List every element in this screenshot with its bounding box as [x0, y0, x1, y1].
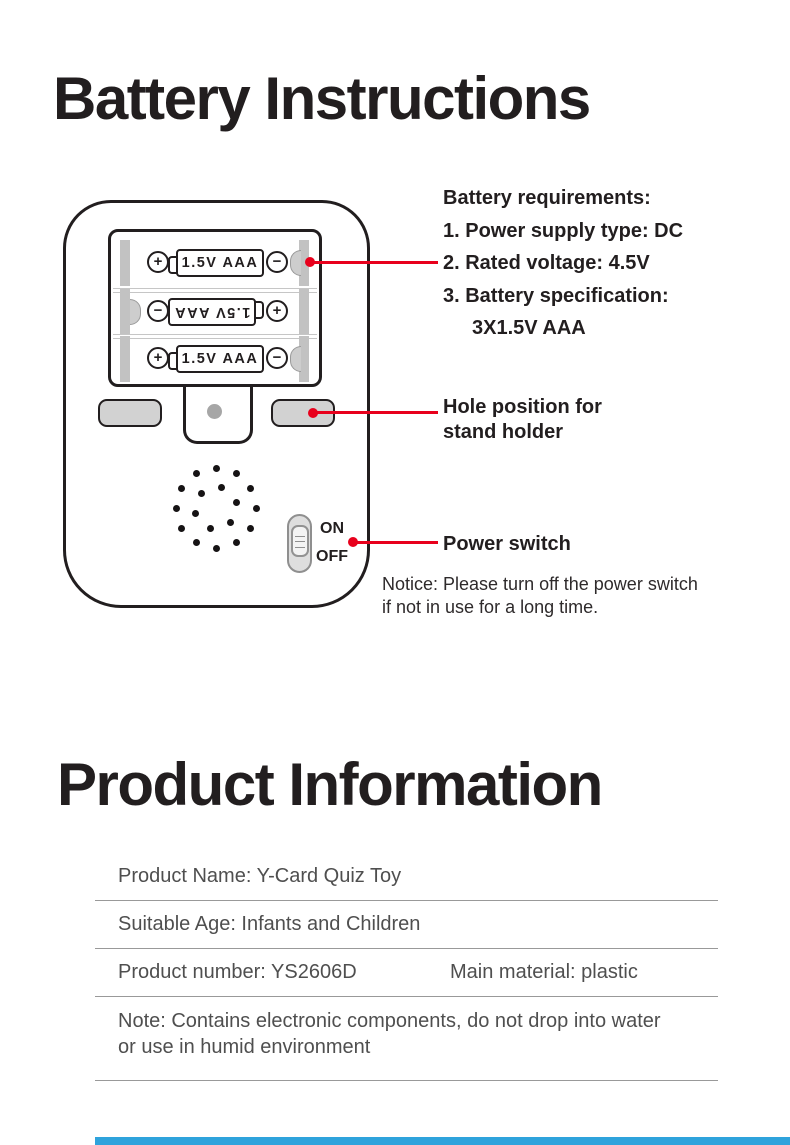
product-information-title: Product Information [57, 751, 602, 818]
speaker-dot [173, 505, 180, 512]
speaker-dot [247, 485, 254, 492]
battery-row-2 [111, 289, 319, 335]
battery-spring-icon [290, 250, 301, 276]
battery-row-3 [111, 336, 319, 382]
callout-line-battery [310, 261, 438, 264]
speaker-dot [233, 539, 240, 546]
switch-on-label: ON [320, 520, 344, 537]
battery-contact-strip [120, 336, 130, 382]
table-row-number-material [95, 949, 718, 997]
battery-body [176, 249, 264, 277]
battery-contact-strip [120, 289, 130, 335]
aaa-battery [168, 249, 264, 277]
callout-dot-switch [348, 537, 358, 547]
notice-line1: Notice: Please turn off the power switch [382, 574, 698, 594]
battery-body [176, 345, 264, 373]
product-info-table [95, 853, 718, 1081]
battery-label: 1.5V AAA [181, 255, 259, 271]
speaker-dot [178, 525, 185, 532]
speaker-dot [213, 545, 220, 552]
hole-position-line2: stand holder [443, 420, 564, 443]
switch-off-label: OFF [316, 548, 348, 565]
table-row-note [95, 997, 718, 1081]
switch-knob [291, 525, 309, 557]
product-name-value: Product Name: Y-Card Quiz Toy [118, 865, 402, 887]
callout-dot-hole [308, 408, 318, 418]
suitable-age-value: Suitable Age: Infants and Children [118, 913, 421, 935]
aaa-battery-reversed [168, 298, 264, 326]
notice-text [382, 573, 698, 618]
note-line2: or use in humid environment [118, 1036, 371, 1058]
requirement-item: 3X1.5V AAA [472, 317, 586, 339]
switch-ridges [295, 536, 305, 548]
product-number-value: Product number: YS2606D [118, 961, 357, 983]
stand-holder-hole-left [98, 399, 162, 427]
speaker-dot [207, 525, 214, 532]
battery-requirements-block [443, 182, 683, 345]
plus-terminal-icon: + [266, 300, 288, 322]
speaker-dot [193, 470, 200, 477]
callout-line-switch [353, 541, 438, 544]
plus-terminal-icon: + [147, 251, 169, 273]
speaker-grille [172, 464, 260, 552]
battery-row-1 [111, 240, 319, 286]
screw-icon [207, 404, 222, 419]
battery-label: 1.5V AAA [181, 351, 259, 367]
callout-dot-battery [305, 257, 315, 267]
aaa-battery [168, 345, 264, 373]
minus-terminal-icon: − [147, 300, 169, 322]
requirement-item: 2. Rated voltage: 4.5V [443, 252, 650, 274]
battery-contact-strip [120, 240, 130, 286]
hole-position-line1: Hole position for [443, 396, 602, 418]
minus-terminal-icon: − [266, 347, 288, 369]
requirement-item: 3. Battery specification: [443, 284, 669, 307]
minus-terminal-icon: − [266, 251, 288, 273]
note-line1: Note: Contains electronic components, do not drop into water [118, 1010, 661, 1032]
speaker-dot [233, 499, 240, 506]
speaker-dot [213, 465, 220, 472]
plus-terminal-icon: + [147, 347, 169, 369]
requirement-item: 1. Power supply type: DC [443, 219, 684, 242]
power-switch-toggle [287, 514, 312, 573]
speaker-dot [247, 525, 254, 532]
hole-position-label [443, 395, 602, 444]
speaker-dot [227, 519, 234, 526]
speaker-dot [178, 485, 185, 492]
table-row-suitable-age [95, 901, 718, 949]
battery-spring-icon [290, 346, 301, 372]
battery-spring-icon [130, 299, 141, 325]
requirements-heading: Battery requirements: [443, 187, 651, 209]
battery-compartment [108, 229, 322, 387]
speaker-dot [193, 539, 200, 546]
speaker-dot [233, 470, 240, 477]
battery-body [168, 298, 256, 326]
battery-label: 1.5V AAA [173, 304, 251, 320]
bottom-blue-bar [95, 1137, 790, 1145]
speaker-dot [218, 484, 225, 491]
speaker-dot [198, 490, 205, 497]
battery-contact-strip [299, 289, 309, 335]
main-material-value: Main material: plastic [450, 961, 638, 983]
notice-line2: if not in use for a long time. [382, 596, 599, 617]
battery-instructions-title: Battery Instructions [53, 65, 590, 132]
table-row-product-name [95, 853, 718, 901]
speaker-dot [253, 505, 260, 512]
speaker-dot [192, 510, 199, 517]
power-switch-label: Power switch [443, 533, 571, 555]
callout-line-hole [313, 411, 438, 414]
